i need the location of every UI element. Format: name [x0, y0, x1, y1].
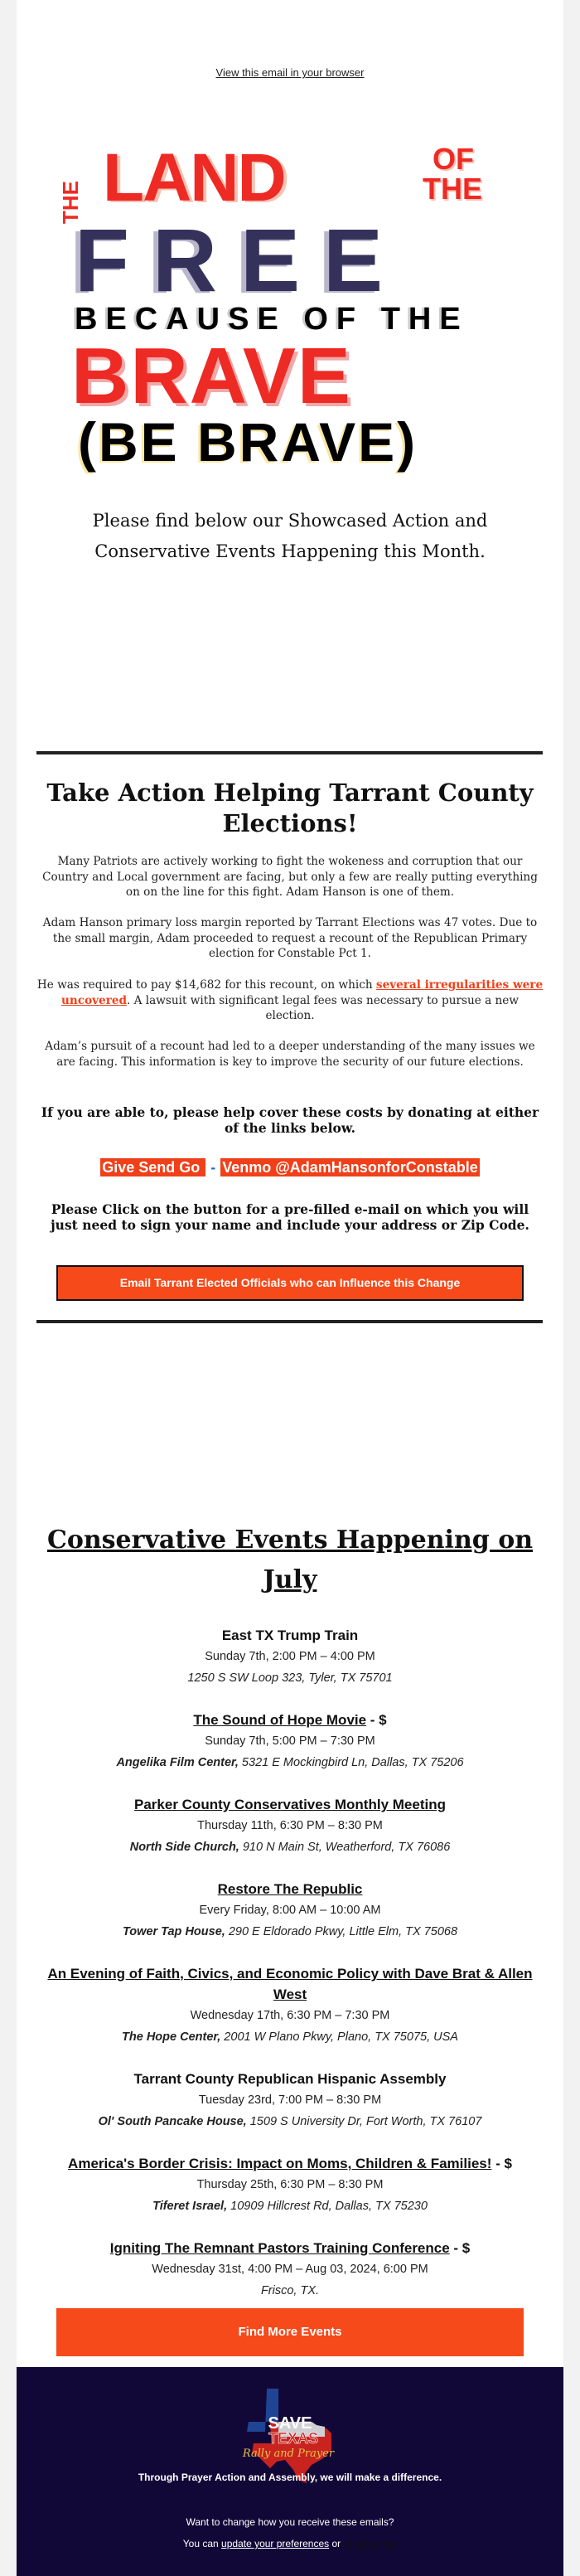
event-location — [33, 1667, 547, 1689]
view-in-browser-link[interactable]: View this email in your browser — [215, 66, 365, 79]
event-title-text: Tarrant County Republican Hispanic Assembly — [133, 2071, 447, 2087]
event-time: Every Friday, 8:00 AM – 10:00 AM — [199, 1904, 381, 1917]
logo-save: SAVE — [268, 2414, 312, 2433]
event-title-link[interactable]: Parker County Conservatives Monthly Meeting — [134, 1797, 446, 1812]
update-preferences-link[interactable]: update your preferences — [221, 2538, 330, 2549]
event-location — [33, 2111, 547, 2132]
action-paragraph-4: Adam’s pursuit of a recount had led to a deeper understanding of the many issues we are facing. This information is key to improve the security of our future elections. — [45, 1040, 535, 1069]
event-item — [33, 1710, 547, 1773]
event-item — [33, 2069, 547, 2132]
separator: - — [210, 1159, 216, 1176]
pref-text: You can — [182, 2538, 222, 2549]
action-paragraph-1: Many Patriots are actively working to fight the wokeness and corruption that our Country and Local government are facing, but only a few are really putting everything on on the line for this fight. Adam Hanson is one of them. — [42, 855, 538, 900]
logo-texas: TEXAS — [268, 2430, 319, 2447]
hero-be-brave: (BE BRAVE) — [78, 411, 418, 473]
event-title-link[interactable]: The Sound of Hope Movie — [193, 1712, 367, 1728]
event-location — [33, 2195, 547, 2217]
event-location — [33, 1921, 547, 1943]
event-venue: Ol' South Pancake House, — [98, 2115, 247, 2128]
give-send-go-link[interactable]: Give Send Go — [102, 1159, 205, 1176]
event-item — [33, 2238, 547, 2302]
event-title — [33, 2238, 547, 2258]
paid-marker: - $ — [491, 2156, 512, 2171]
paid-marker: - $ — [449, 2240, 471, 2256]
event-title-text: East TX Trump Train — [221, 1628, 359, 1643]
hero-banner-image — [58, 140, 519, 481]
hero-brave: BRAVE — [71, 332, 352, 420]
event-time: Tuesday 23rd, 7:00 PM – 8:30 PM — [198, 2093, 382, 2107]
hero-the-2: THE — [423, 172, 482, 206]
event-time: Thursday 25th, 6:30 PM – 8:30 PM — [196, 2178, 384, 2191]
event-address: 5321 E Mockingbird Ln, Dallas, TX 75206 — [238, 1756, 464, 1769]
event-title — [33, 1625, 547, 1646]
footer-preferences — [17, 2538, 563, 2549]
event-address: 10909 Hillcrest Rd, Dallas, TX 75230 — [227, 2200, 428, 2213]
or-text: or — [329, 2538, 344, 2549]
event-title-link[interactable]: Igniting The Remnant Pastors Training Conference — [109, 2240, 450, 2256]
save-texas-logo — [242, 2385, 338, 2485]
event-location — [33, 2026, 547, 2048]
event-address: 2001 W Plano Pkwy, Plano, TX 75075, USA — [220, 2030, 458, 2044]
divider — [36, 751, 543, 754]
event-venue: Tower Tap House, — [122, 1925, 225, 1938]
events-heading: Conservative Events Happening on July — [46, 1526, 534, 1594]
logo-rally: Rally and Prayer — [242, 2447, 335, 2460]
event-title-link[interactable]: An Evening of Faith, Civics, and Economic Policy with Dave Brat & Allen West — [47, 1966, 533, 2002]
event-item — [33, 1625, 547, 1689]
event-venue: The Hope Center, — [122, 2030, 221, 2044]
events-list — [33, 1625, 547, 2322]
event-title — [33, 1794, 547, 1815]
venmo-link[interactable]: Venmo @AdamHansonforConstable — [222, 1159, 478, 1176]
event-time: Sunday 7th, 2:00 PM – 4:00 PM — [205, 1650, 375, 1663]
event-title — [33, 1710, 547, 1730]
event-address: 910 N Main St, Weatherford, TX 76086 — [239, 1841, 451, 1854]
event-venue: Tiferet Israel, — [152, 2200, 228, 2213]
action-paragraph-2: Adam Hanson primary loss margin reported by Tarrant Elections was 47 votes. Due to the small margin, Adam proceeded to request a recount of the Republican Primary election for Constable Pct 1. — [42, 916, 538, 961]
event-time: Sunday 7th, 5:00 PM – 7:30 PM — [205, 1734, 375, 1748]
p3-text: He was required to pay $14,682 for this recount, on which — [36, 978, 376, 992]
email-prompt: Please Click on the button for a pre-filled e-mail on which you will just need to sign your name and include your address or Zip Code. — [51, 1201, 529, 1233]
email-body — [17, 0, 563, 2576]
hero-of: OF — [433, 142, 474, 176]
event-location — [33, 1836, 547, 1858]
event-venue: Angelika Film Center, — [116, 1756, 239, 1769]
event-title-link[interactable]: America's Border Crisis: Impact on Moms, Children & Families! — [68, 2156, 492, 2171]
action-heading: Take Action Helping Tarrant County Elections! — [46, 779, 534, 837]
event-item — [33, 1879, 547, 1943]
event-time: Wednesday 31st, 4:00 PM – Aug 03, 2024, 6:00 PM — [152, 2263, 428, 2276]
event-address: Frisco, TX. — [260, 2284, 320, 2297]
event-address: 290 E Eldorado Pkwy, Little Elm, TX 75068 — [225, 1925, 458, 1938]
event-time: Thursday 11th, 6:30 PM – 8:30 PM — [197, 1819, 383, 1832]
event-location — [33, 2280, 547, 2302]
event-title-link[interactable]: Restore The Republic — [217, 1881, 363, 1897]
hero-because: BECAUSE OF THE — [75, 302, 469, 337]
hero-the: THE — [58, 181, 83, 224]
donate-prompt: If you are able to, please help cover these costs by donating at either of the links below. — [41, 1104, 539, 1136]
event-title — [33, 1879, 547, 1899]
footer — [17, 2367, 563, 2576]
irregularities-link[interactable]: several irregularities were uncovered — [61, 978, 544, 1007]
event-time: Wednesday 17th, 6:30 PM – 7:30 PM — [190, 2009, 390, 2022]
divider — [36, 1320, 543, 1323]
donate-links — [17, 1159, 563, 1176]
hero-free: FREE — [75, 210, 407, 310]
p3-text-2: . A lawsuit with significant legal fees was necessary to pursue a new election. — [127, 993, 519, 1023]
event-title — [33, 2153, 547, 2174]
unsubscribe-link[interactable]: unsubscribe — [343, 2538, 398, 2549]
footer-question: Want to change how you receive these emails? — [186, 2516, 394, 2528]
event-venue: North Side Church, — [129, 1841, 239, 1854]
event-item — [33, 1794, 547, 1858]
email-officials-button[interactable]: Email Tarrant Elected Officials who can Influence this Change — [56, 1265, 524, 1301]
event-title — [33, 2069, 547, 2089]
intro-text: Please find below our Showcased Action and Conservative Events Happening this Month. — [92, 511, 488, 561]
find-more-events-button[interactable]: Find More Events — [56, 2308, 524, 2356]
hero-land: LAND — [103, 140, 285, 216]
paid-marker: - $ — [366, 1712, 387, 1728]
event-address: 1509 S University Dr, Fort Worth, TX 76107 — [246, 2115, 482, 2128]
action-paragraph-3 — [36, 978, 544, 1024]
event-title — [33, 1963, 547, 2005]
footer-tagline: Through Prayer Action and Assembly, we will make a difference. — [138, 2472, 442, 2483]
event-item — [33, 2153, 547, 2217]
event-location — [33, 1752, 547, 1773]
event-address: 1250 S SW Loop 323, Tyler, TX 75701 — [187, 1671, 393, 1685]
event-item — [33, 1963, 547, 2048]
